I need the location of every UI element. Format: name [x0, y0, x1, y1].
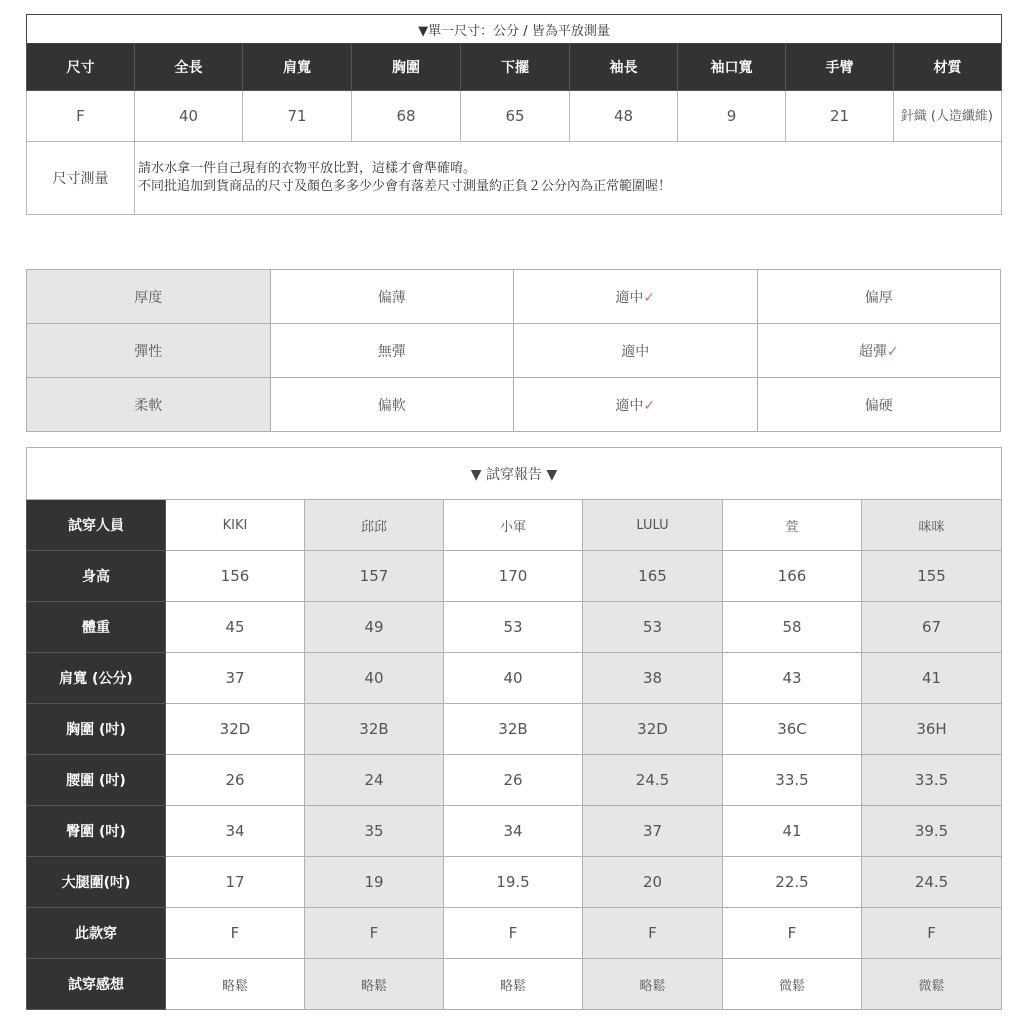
tryon-value-cell: 36H: [862, 704, 1002, 755]
tryon-row: [27, 653, 1002, 704]
tryon-value-cell: 咪咪: [862, 500, 1002, 551]
tryon-value-cell: 53: [583, 602, 723, 653]
tryon-value-cell: 41: [723, 806, 862, 857]
fabric-table: [26, 269, 1001, 432]
checkmark-icon: ✓: [886, 343, 899, 360]
tryon-row-label: 此款穿: [27, 908, 166, 959]
checkmark-icon: ✓: [643, 289, 656, 306]
tryon-row-label: 腰圍 (吋): [27, 755, 166, 806]
size-table: [26, 14, 1002, 215]
fabric-option-label: 偏軟: [377, 397, 406, 414]
size-note-line: 請水水拿一件自己現有的衣物平放比對，這樣才會準確唷。: [138, 161, 477, 176]
tryon-value-cell: F: [862, 908, 1002, 959]
size-header-cell: 袖長: [570, 44, 678, 91]
fabric-option-cell: [270, 270, 514, 324]
tryon-value-cell: 32B: [444, 704, 583, 755]
tryon-report-table: [26, 447, 1002, 1010]
tryon-value-cell: 34: [166, 806, 305, 857]
tryon-value-cell: 43: [723, 653, 862, 704]
tryon-value-cell: 略鬆: [166, 959, 305, 1010]
tryon-row: [27, 500, 1002, 551]
tryon-value-cell: 170: [444, 551, 583, 602]
tryon-value-cell: 20: [583, 857, 723, 908]
tryon-row: [27, 704, 1002, 755]
tryon-row-label: 肩寬 (公分): [27, 653, 166, 704]
fabric-option-label: 偏硬: [864, 397, 893, 414]
fabric-option-label: 偏厚: [864, 289, 893, 306]
checkmark-icon: ✓: [643, 397, 656, 414]
tryon-value-cell: LULU: [583, 500, 723, 551]
size-value-cell: F: [27, 91, 135, 142]
size-header-row: [27, 44, 1002, 91]
fabric-row: [27, 378, 1001, 432]
material-value-cell: 針織 (人造纖維): [894, 91, 1002, 142]
fabric-option-label: 超彈: [858, 343, 887, 360]
tryon-value-cell: 微鬆: [723, 959, 862, 1010]
fabric-option-cell: [270, 378, 514, 432]
tryon-value-cell: 36C: [723, 704, 862, 755]
tryon-value-cell: 邱邱: [305, 500, 444, 551]
tryon-value-cell: 37: [166, 653, 305, 704]
tryon-value-cell: 41: [862, 653, 1002, 704]
size-table-caption: ▼單一尺寸：公分 / 皆為平放測量: [27, 15, 1002, 44]
tryon-value-cell: F: [444, 908, 583, 959]
tryon-value-cell: 45: [166, 602, 305, 653]
tryon-value-cell: 40: [305, 653, 444, 704]
size-header-cell: 胸圍: [352, 44, 461, 91]
size-note-text: [135, 142, 1002, 215]
tryon-value-cell: 33.5: [723, 755, 862, 806]
size-note-row: [27, 142, 1002, 215]
tryon-value-cell: 165: [583, 551, 723, 602]
tryon-row-label: 身高: [27, 551, 166, 602]
fabric-row: [27, 324, 1001, 378]
tryon-value-cell: KIKI: [166, 500, 305, 551]
size-value-cell: 21: [786, 91, 894, 142]
tryon-row: [27, 857, 1002, 908]
tryon-value-cell: 58: [723, 602, 862, 653]
size-value-cell: 9: [678, 91, 786, 142]
tryon-value-cell: 38: [583, 653, 723, 704]
tryon-value-cell: F: [305, 908, 444, 959]
tryon-value-cell: 略鬆: [444, 959, 583, 1010]
tryon-value-cell: 小軍: [444, 500, 583, 551]
size-value-row: [27, 91, 1002, 142]
fabric-option-cell: [514, 324, 758, 378]
tryon-value-cell: 24: [305, 755, 444, 806]
fabric-attribute-label: 厚度: [27, 270, 271, 324]
size-value-cell: 48: [570, 91, 678, 142]
tryon-row-label: 試穿感想: [27, 959, 166, 1010]
tryon-value-cell: 53: [444, 602, 583, 653]
size-header-cell: 肩寬: [243, 44, 352, 91]
size-header-cell: 下擺: [461, 44, 570, 91]
tryon-value-cell: F: [166, 908, 305, 959]
size-value-cell: 40: [135, 91, 243, 142]
fabric-option-cell: [757, 270, 1001, 324]
fabric-option-cell: [270, 324, 514, 378]
tryon-value-cell: 155: [862, 551, 1002, 602]
tryon-row-label: 試穿人員: [27, 500, 166, 551]
size-header-cell: 全長: [135, 44, 243, 91]
fabric-option-cell: [757, 378, 1001, 432]
fabric-attribute-label: 彈性: [27, 324, 271, 378]
size-value-cell: 68: [352, 91, 461, 142]
tryon-value-cell: 17: [166, 857, 305, 908]
tryon-value-cell: 32B: [305, 704, 444, 755]
tryon-value-cell: 19.5: [444, 857, 583, 908]
tryon-row: [27, 602, 1002, 653]
tryon-value-cell: 24.5: [583, 755, 723, 806]
tryon-title: ▼ 試穿報告 ▼: [27, 448, 1002, 500]
tryon-value-cell: F: [723, 908, 862, 959]
tryon-value-cell: 24.5: [862, 857, 1002, 908]
tryon-value-cell: 32D: [583, 704, 723, 755]
fabric-option-cell: [514, 378, 758, 432]
fabric-option-label: 適中: [615, 397, 644, 414]
fabric-option-cell: [514, 270, 758, 324]
size-note-line: 不同批追加到貨商品的尺寸及顏色多多少少會有落差尺寸測量約正負２公分內為正常範圍喔！: [138, 179, 672, 194]
tryon-value-cell: 156: [166, 551, 305, 602]
tryon-value-cell: 34: [444, 806, 583, 857]
tryon-value-cell: 49: [305, 602, 444, 653]
tryon-value-cell: 略鬆: [583, 959, 723, 1010]
fabric-option-label: 適中: [621, 343, 650, 360]
fabric-option-label: 偏薄: [377, 289, 406, 306]
tryon-value-cell: 略鬆: [305, 959, 444, 1010]
tryon-value-cell: 37: [583, 806, 723, 857]
tryon-row: [27, 908, 1002, 959]
tryon-row-label: 大腿圍(吋): [27, 857, 166, 908]
fabric-option-cell: [757, 324, 1001, 378]
size-header-cell: 尺寸: [27, 44, 135, 91]
fabric-attribute-label: 柔軟: [27, 378, 271, 432]
tryon-value-cell: 157: [305, 551, 444, 602]
size-header-cell: 手臂: [786, 44, 894, 91]
tryon-row-label: 胸圍 (吋): [27, 704, 166, 755]
size-value-cell: 71: [243, 91, 352, 142]
tryon-value-cell: 26: [166, 755, 305, 806]
size-note-label: 尺寸測量: [27, 142, 135, 215]
tryon-title-row: [27, 448, 1002, 500]
fabric-option-label: 無彈: [377, 343, 406, 360]
tryon-value-cell: 35: [305, 806, 444, 857]
tryon-value-cell: 26: [444, 755, 583, 806]
tryon-value-cell: 166: [723, 551, 862, 602]
size-header-cell: 材質: [894, 44, 1002, 91]
fabric-option-label: 適中: [615, 289, 644, 306]
tryon-row: [27, 755, 1002, 806]
tryon-value-cell: 32D: [166, 704, 305, 755]
size-header-cell: 袖口寬: [678, 44, 786, 91]
tryon-value-cell: 萱: [723, 500, 862, 551]
tryon-value-cell: 19: [305, 857, 444, 908]
tryon-value-cell: 40: [444, 653, 583, 704]
tryon-row: [27, 806, 1002, 857]
tryon-row: [27, 551, 1002, 602]
tryon-value-cell: 33.5: [862, 755, 1002, 806]
tryon-row-label: 體重: [27, 602, 166, 653]
tryon-row: [27, 959, 1002, 1010]
size-value-cell: 65: [461, 91, 570, 142]
fabric-row: [27, 270, 1001, 324]
tryon-value-cell: F: [583, 908, 723, 959]
tryon-value-cell: 67: [862, 602, 1002, 653]
tryon-value-cell: 39.5: [862, 806, 1002, 857]
tryon-value-cell: 22.5: [723, 857, 862, 908]
tryon-row-label: 臀圍 (吋): [27, 806, 166, 857]
tryon-value-cell: 微鬆: [862, 959, 1002, 1010]
